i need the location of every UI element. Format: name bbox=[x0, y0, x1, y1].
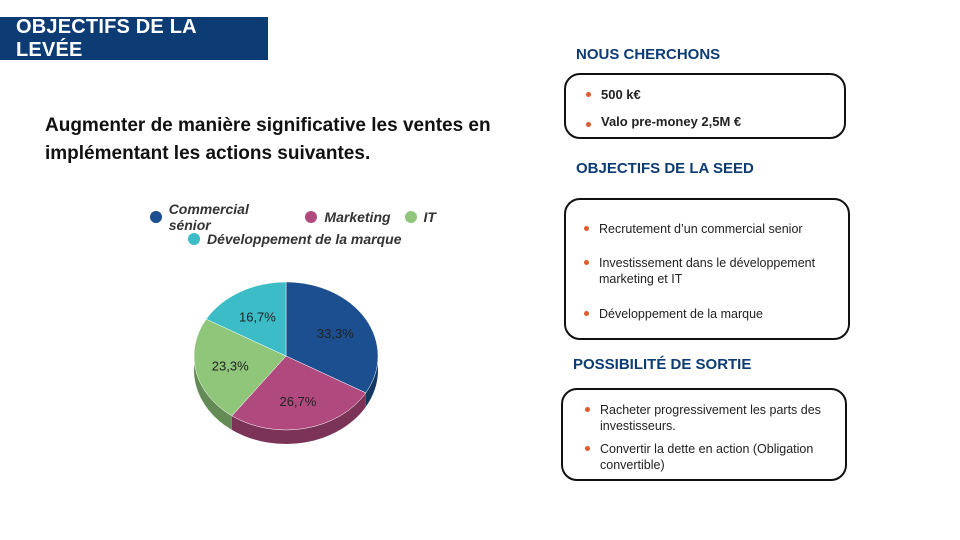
list-item bbox=[586, 114, 741, 130]
list-item-text: Investissement dans le développement marketing et IT bbox=[599, 256, 816, 286]
list-item-text: 500 k€ bbox=[601, 87, 641, 102]
list-item-text: Développement de la marque bbox=[599, 307, 763, 321]
headline-text: Augmenter de manière significative les ventes en implémentant les actions suivantes. bbox=[45, 115, 491, 164]
pie-data-label: 23,3% bbox=[211, 358, 249, 374]
objectifs-seed-box bbox=[564, 198, 850, 340]
legend-swatch bbox=[405, 211, 417, 223]
pie-data-label: 16,7% bbox=[238, 309, 276, 325]
bullet-icon bbox=[584, 311, 589, 316]
list-item bbox=[586, 87, 641, 103]
bullet-icon bbox=[585, 407, 590, 412]
list-item bbox=[584, 255, 834, 287]
pie-data-label: 33,3% bbox=[316, 326, 354, 342]
legend-item-marque bbox=[188, 231, 402, 247]
list-item-text: Recrutement d’un commercial senior bbox=[599, 222, 803, 236]
section-title-nous-cherchons: NOUS CHERCHONS bbox=[576, 46, 721, 63]
legend-item-marketing bbox=[305, 209, 390, 225]
legend-swatch bbox=[305, 211, 317, 223]
bullet-icon bbox=[584, 226, 589, 231]
list-item bbox=[584, 221, 824, 237]
list-item-text: Valo pre-money 2,5M € bbox=[601, 114, 742, 129]
legend-label: IT bbox=[423, 209, 436, 225]
page-title: OBJECTIFS DE LA LEVÉE bbox=[16, 15, 197, 61]
list-item-text: Racheter progressivement les parts des investisseurs. bbox=[600, 403, 821, 433]
pie-chart bbox=[190, 278, 390, 458]
section-title-objectifs-seed: OBJECTIFS DE LA SEED bbox=[576, 160, 754, 177]
legend-item-commercial bbox=[150, 201, 291, 233]
legend-item-it bbox=[405, 209, 436, 225]
possibilite-sortie-box bbox=[561, 388, 847, 481]
page-title-banner bbox=[0, 17, 268, 60]
chart-legend bbox=[150, 201, 450, 250]
pie-data-label: 26,7% bbox=[279, 393, 317, 409]
legend-swatch bbox=[188, 233, 200, 245]
bullet-icon bbox=[584, 260, 589, 265]
legend-swatch bbox=[150, 211, 162, 223]
list-item bbox=[585, 441, 825, 473]
list-item-text: Convertir la dette en action (Obligation convertible) bbox=[600, 442, 814, 472]
bullet-icon bbox=[586, 92, 591, 97]
nous-cherchons-box bbox=[564, 73, 846, 139]
legend-label: Marketing bbox=[324, 209, 391, 225]
bullet-icon bbox=[586, 122, 591, 127]
bullet-icon bbox=[585, 446, 590, 451]
section-title-possibilite-sortie: POSSIBILITÉ DE SORTIE bbox=[573, 356, 752, 373]
legend-label: Commercial sénior bbox=[168, 201, 249, 233]
legend-label: Développement de la marque bbox=[207, 231, 402, 247]
list-item bbox=[585, 402, 825, 434]
list-item bbox=[584, 306, 824, 322]
